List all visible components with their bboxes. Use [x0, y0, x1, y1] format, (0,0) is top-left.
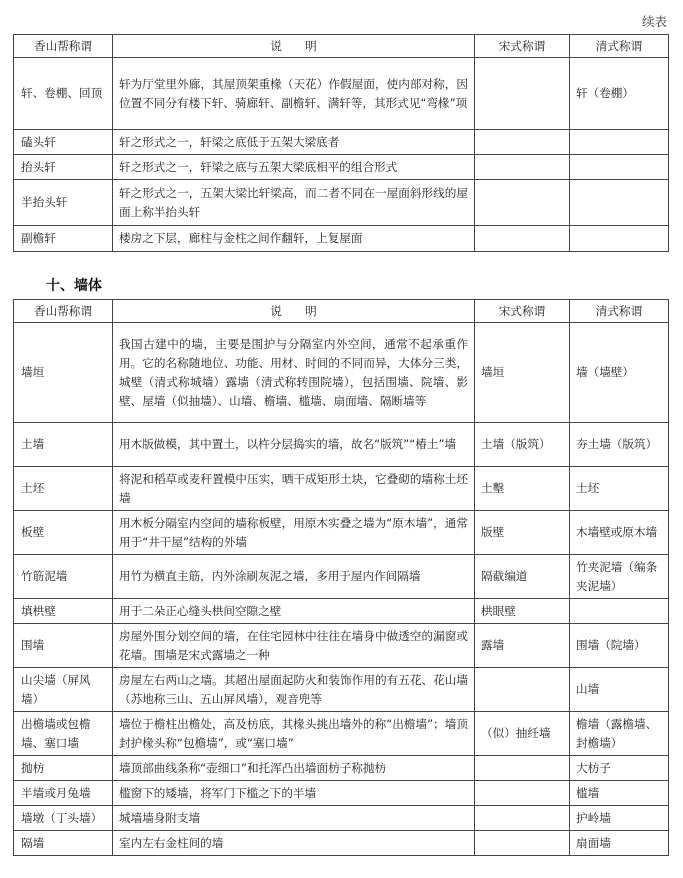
term-cell: 磕头轩	[14, 130, 113, 155]
song-cell	[475, 668, 570, 712]
table-row	[14, 180, 669, 226]
song-cell: 隔截编道	[475, 555, 570, 599]
table-row	[14, 806, 669, 831]
qing-cell: 槛墙	[570, 781, 669, 806]
song-cell: 露墙	[475, 624, 570, 668]
header-qing: 清式称谓	[570, 35, 669, 58]
song-cell	[475, 226, 570, 252]
song-cell	[475, 831, 570, 856]
header-song: 宋式称谓	[475, 35, 570, 58]
description-cell: 轩为厅堂里外廊，其屋顶架重椽（天花）作假屋面，使内部对称，因位置不同分有楼下轩、骑廊轩、副檐轩、满轩等，其形式见“弯椽”项	[113, 58, 475, 130]
qing-cell: 围墙（院墙）	[570, 624, 669, 668]
term-cell: 出檐墙或包檐墙、塞口墙	[14, 712, 113, 756]
term-cell: 墙垣	[14, 323, 113, 423]
table-row	[14, 756, 669, 781]
term-cell: 抛枋	[14, 756, 113, 781]
qing-cell: 扇面墙	[570, 831, 669, 856]
description-cell: 室内左右金柱间的墙	[113, 831, 475, 856]
table-row	[14, 423, 669, 467]
term-cell: 半抬头轩	[14, 180, 113, 226]
description-cell: 用木板分隔室内空间的墙称板壁，用原木实叠之墙为“原木墙”，通常用于“井干屋”结构的外墙	[113, 511, 475, 555]
song-cell: 土墼	[475, 467, 570, 511]
term-cell: 土坯	[14, 467, 113, 511]
section-title: 十、墙体	[46, 278, 102, 294]
qing-cell: 墙（墙壁）	[570, 323, 669, 423]
table-row	[14, 467, 669, 511]
table-row	[14, 781, 669, 806]
term-cell: 土墙	[14, 423, 113, 467]
description-cell: 我国古建中的墙，主要是围护与分隔室内外空间，通常不起承重作用。它的名称随地位、功能、用材、时间的不同而异，大体分三类，城壁（清式称城墙）露墙（清式称转围院墙），包括围墙、院墙、影壁、屋墙（似抽墙）、山墙、檐墙、槛墙、扇面墙、隔断墙等	[113, 323, 475, 423]
term-cell: 隔墙	[14, 831, 113, 856]
table-row	[14, 831, 669, 856]
table-row	[14, 624, 669, 668]
qing-cell: 大枋子	[570, 756, 669, 781]
qing-cell: 土坯	[570, 467, 669, 511]
song-cell: （似）抽纴墙	[475, 712, 570, 756]
table-row	[14, 226, 669, 252]
description-cell: 用竹为横直主筋，内外涂刷灰泥之墙，多用于屋内作间隔墙	[113, 555, 475, 599]
table-row	[14, 511, 669, 555]
table-header-row	[14, 35, 669, 58]
description-cell: 墙位于檐柱出檐处，高及枋底，其椽头挑出墙外的称“出檐墙”；墙顶封护椽头称“包檐墙”，或“塞口墙”	[113, 712, 475, 756]
table-walls	[13, 299, 669, 856]
term-cell: 副檐轩	[14, 226, 113, 252]
table-row	[14, 668, 669, 712]
qing-cell: 木墙壁或原木墙	[570, 511, 669, 555]
description-cell: 轩之形式之一，五架大梁比轩梁高，而二者不同在一屋面斜形线的屋面上称半抬头轩	[113, 180, 475, 226]
song-cell	[475, 806, 570, 831]
qing-cell: 山墙	[570, 668, 669, 712]
term-cell: 填栱壁	[14, 599, 113, 624]
term-cell: 板壁	[14, 511, 113, 555]
description-cell: 轩之形式之一，轩梁之底低于五架大梁底者	[113, 130, 475, 155]
header-description: 说 明	[113, 35, 475, 58]
song-cell: 土墙（版筑）	[475, 423, 570, 467]
qing-cell: 轩（卷棚）	[570, 58, 669, 130]
term-cell: 墙墩（丁头墙）	[14, 806, 113, 831]
table-header-row	[14, 300, 669, 323]
table-row	[14, 712, 669, 756]
song-cell: 墙垣	[475, 323, 570, 423]
qing-cell: 竹夹泥墙（编条夹泥墙）	[570, 555, 669, 599]
table-row	[14, 599, 669, 624]
qing-cell	[570, 599, 669, 624]
table-row	[14, 155, 669, 180]
song-cell	[475, 756, 570, 781]
description-cell: 用于二朵正心缝头栱间空隙之壁	[113, 599, 475, 624]
qing-cell	[570, 130, 669, 155]
header-xiangshan: 香山帮称谓	[14, 35, 113, 58]
table-row	[14, 555, 669, 599]
song-cell: 版壁	[475, 511, 570, 555]
continued-label: 续表	[641, 14, 667, 29]
term-cell: 半墙或月兔墙	[14, 781, 113, 806]
qing-cell: 檐墙（露檐墙、封檐墙）	[570, 712, 669, 756]
song-cell: 栱眼壁	[475, 599, 570, 624]
song-cell	[475, 180, 570, 226]
header-description: 说 明	[113, 300, 475, 323]
qing-cell: 护岭墙	[570, 806, 669, 831]
term-cell: 围墙	[14, 624, 113, 668]
table-row	[14, 323, 669, 423]
description-cell: 将泥和稻草或麦秆置模中压实，晒干成矩形土块，它叠砌的墙称土坯墙	[113, 467, 475, 511]
song-cell	[475, 781, 570, 806]
term-cell: 山尖墙（屏风墙）	[14, 668, 113, 712]
qing-cell	[570, 155, 669, 180]
description-cell: 用木版做模，其中置土，以杵分层捣实的墙，故名“版筑”“椿土”墙	[113, 423, 475, 467]
description-cell: 轩之形式之一，轩梁之底与五架大梁底相平的组合形式	[113, 155, 475, 180]
song-cell	[475, 155, 570, 180]
description-cell: 房屋左右两山之墙。其超出屋面起防火和装饰作用的有五花、花山墙（苏地称三山、五山屏风墙），观音兜等	[113, 668, 475, 712]
term-cell: 轩、卷棚、回顶	[14, 58, 113, 130]
description-cell: 房屋外围分划空间的墙，在住宅园林中往往在墙身中做透空的漏窗或花墙。围墙是宋式露墙之一种	[113, 624, 475, 668]
song-cell	[475, 58, 570, 130]
qing-cell	[570, 226, 669, 252]
qing-cell: 夯土墙（版筑）	[570, 423, 669, 467]
header-xiangshan: 香山帮称谓	[14, 300, 113, 323]
qing-cell	[570, 180, 669, 226]
song-cell	[475, 130, 570, 155]
description-cell: 城墙墙身附支墙	[113, 806, 475, 831]
header-song: 宋式称谓	[475, 300, 570, 323]
term-cell: 竹筋泥墙	[14, 555, 113, 599]
term-cell: 抬头轩	[14, 155, 113, 180]
header-qing: 清式称谓	[570, 300, 669, 323]
description-cell: 墙顶部曲线条称“壶细口”和托浑凸出墙面枋子称抛枋	[113, 756, 475, 781]
table-xuan	[13, 34, 669, 252]
description-cell: 楼房之下层，廊柱与金柱之间作翻轩，上复屋面	[113, 226, 475, 252]
description-cell: 槛窗下的矮墙，将军门下槛之下的半墙	[113, 781, 475, 806]
table-row	[14, 58, 669, 130]
table-row	[14, 130, 669, 155]
